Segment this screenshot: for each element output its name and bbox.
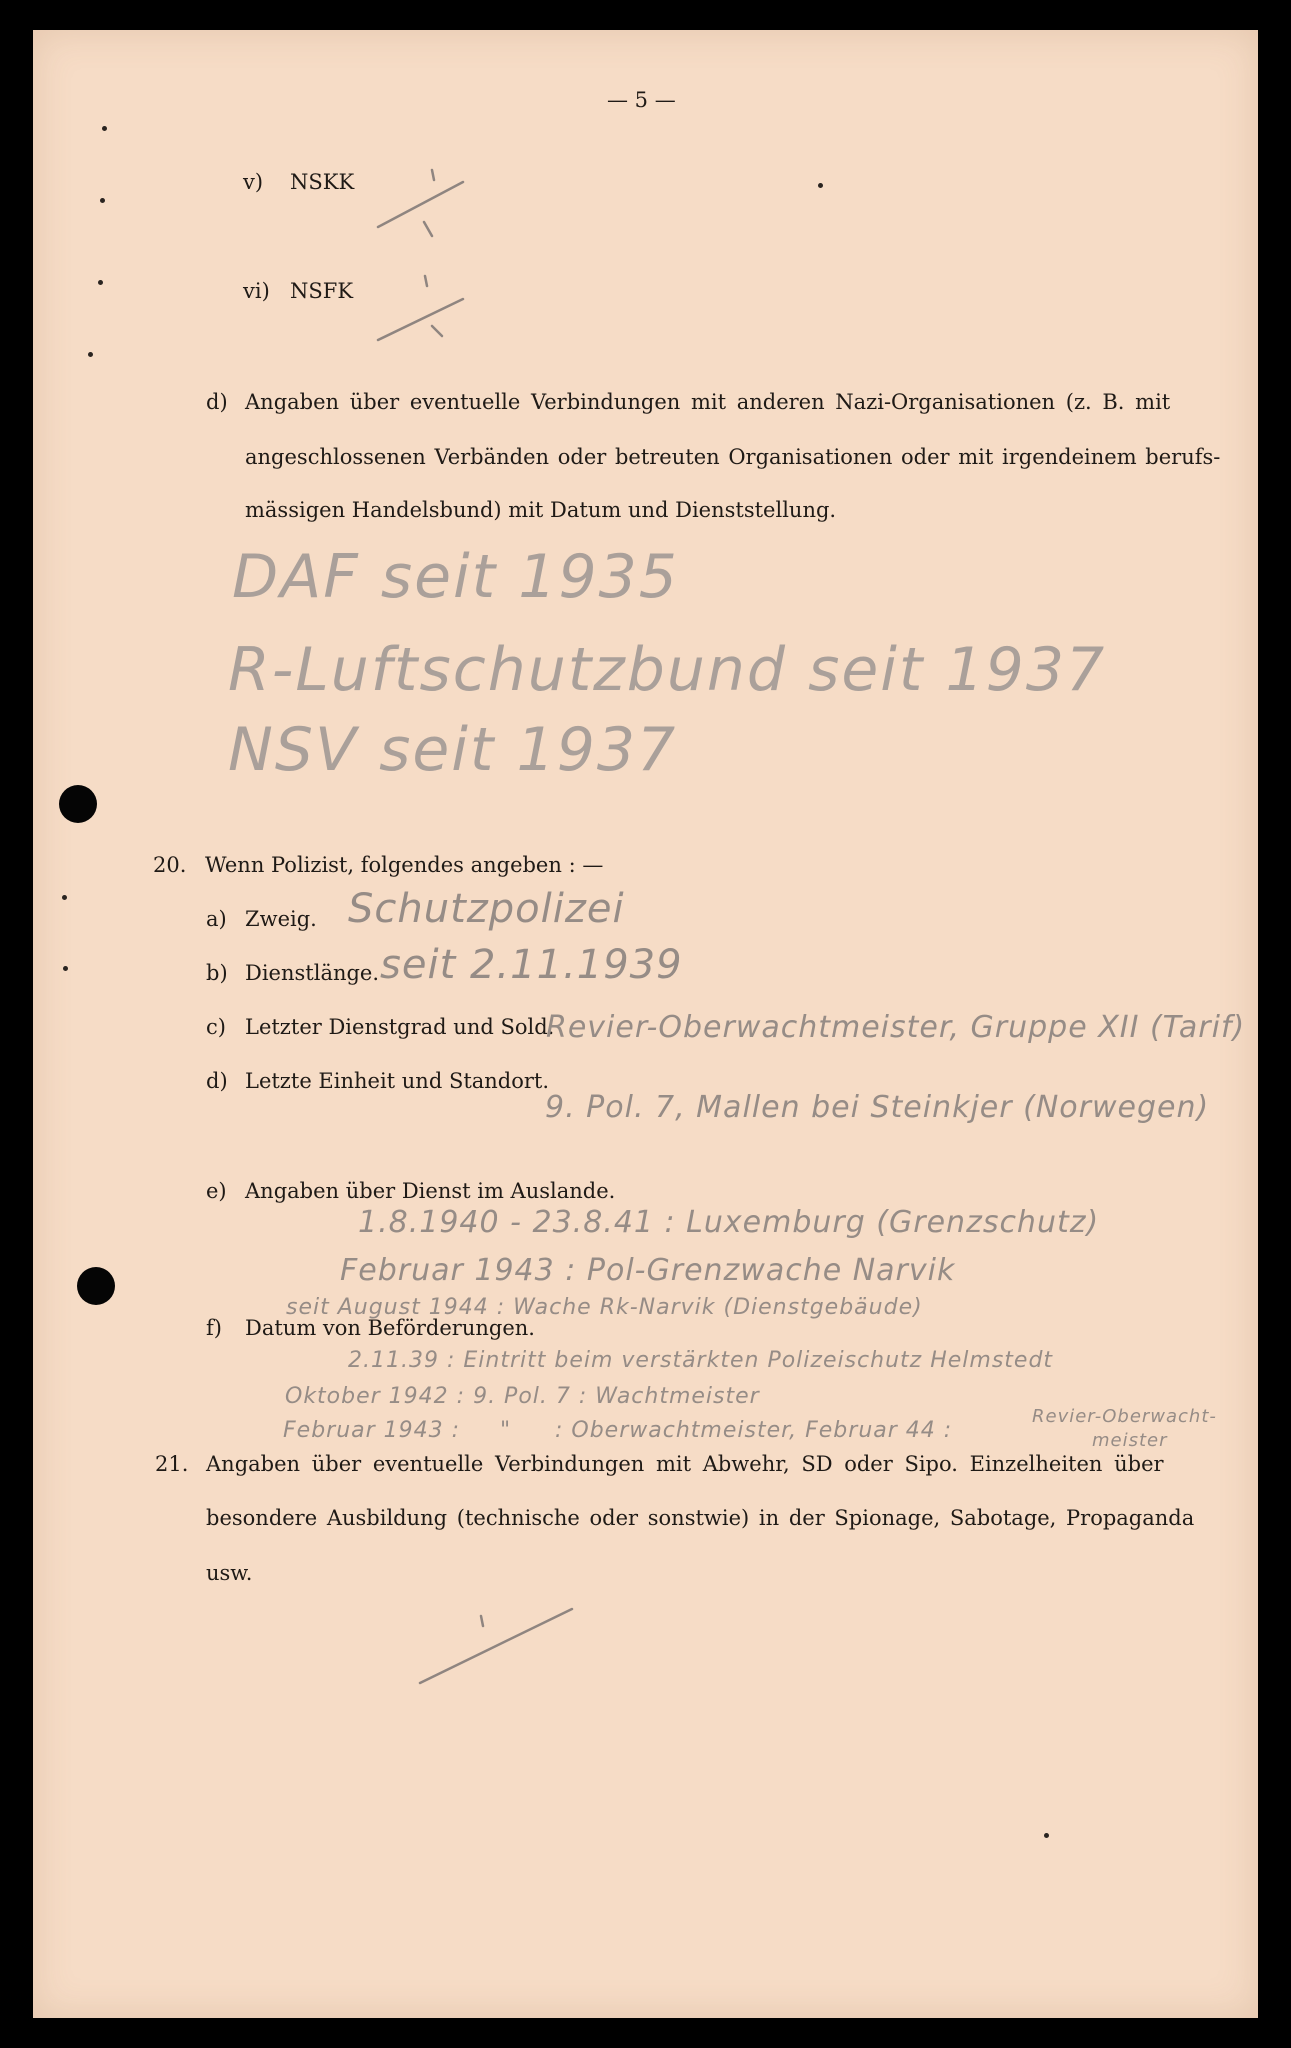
item-20c-text: Letzter Dienstgrad und Sold.: [245, 1015, 555, 1039]
section-21-line2: besondere Ausbildung (technische oder sonstwie) in der Spionage, Sabotage, Propaganda: [206, 1506, 1195, 1530]
handwritten-befoerderung-4: : Oberwachtmeister, Februar 44 :: [555, 1418, 953, 1443]
handwritten-befoerderung-1: 2.11.39 : Eintritt beim verstärkten Polizeischutz Helmstedt: [348, 1348, 1054, 1373]
handwritten-dienstgrad: Revier-Oberwachtmeister, Gruppe XII (Tarif): [546, 1010, 1246, 1045]
section-21-line3: usw.: [206, 1561, 253, 1585]
item-v-label: v): [243, 170, 264, 194]
item-20f-label: f): [206, 1316, 222, 1340]
item-20b-label: b): [206, 961, 228, 985]
item-20e-text: Angaben über Dienst im Auslande.: [245, 1179, 616, 1203]
item-20d-text: Letzte Einheit und Standort.: [245, 1069, 550, 1093]
section-21-line1: Angaben über eventuelle Verbindungen mit Abwehr, SD oder Sipo. Einzelheiten über: [206, 1452, 1164, 1476]
item-v-text: NSKK: [290, 170, 355, 194]
item-vi-label: vi): [243, 279, 270, 303]
handwritten-einheit: 9. Pol. 7, Mallen bei Steinkjer (Norwegen): [545, 1090, 1210, 1125]
handwritten-befoerderung-2: Oktober 1942 : 9. Pol. 7 : Wachtmeister: [285, 1384, 760, 1409]
handwritten-ausland-1: 1.8.1940 - 23.8.41 : Luxemburg (Grenzschutz): [358, 1205, 1100, 1240]
item-d-line2: angeschlossenen Verbänden oder betreuten Organisationen oder mit irgendeinem berufs-: [245, 445, 1221, 469]
item-20c-label: c): [206, 1015, 226, 1039]
handwritten-befoerderung-5: Revier-Oberwacht-: [1032, 1406, 1217, 1427]
item-d-label: d): [206, 390, 228, 414]
handwritten-zweig: Schutzpolizei: [348, 886, 625, 932]
handwritten-luftschutzbund: R-Luftschutzbund seit 1937: [228, 635, 1107, 705]
item-20d-label: d): [206, 1069, 228, 1093]
item-20e-label: e): [206, 1179, 227, 1203]
handwritten-ausland-2: Februar 1943 : Pol-Grenzwache Narvik: [340, 1253, 956, 1288]
item-d-line3: mässigen Handelsbund) mit Datum und Dienststellung.: [245, 498, 837, 522]
handwritten-nsv: NSV seit 1937: [228, 715, 678, 785]
item-20a-text: Zweig.: [245, 907, 317, 931]
handwritten-ausland-3: seit August 1944 : Wache Rk-Narvik (Dienstgebäude): [286, 1295, 923, 1320]
handwritten-dienstlaenge: seit 2.11.1939: [380, 942, 683, 988]
handwritten-befoerderung-3: Februar 1943 :: [283, 1418, 461, 1443]
handwritten-befoerderung-6: meister: [1092, 1430, 1168, 1451]
section-20-title: Wenn Polizist, folgendes angeben : —: [205, 853, 604, 877]
item-20f-text: Datum von Beförderungen.: [245, 1316, 535, 1340]
item-d-line1: Angaben über eventuelle Verbindungen mit anderen Nazi-Organisationen (z. B. mit: [245, 390, 1171, 414]
section-21-number: 21.: [155, 1452, 189, 1476]
page-number: — 5 —: [607, 88, 676, 112]
item-20a-label: a): [206, 907, 227, 931]
section-20-number: 20.: [153, 853, 187, 877]
handwritten-daf: DAF seit 1935: [232, 542, 679, 612]
handwritten-ditto-mark: ": [500, 1418, 512, 1443]
item-20b-text: Dienstlänge.: [245, 961, 380, 985]
item-vi-text: NSFK: [290, 279, 354, 303]
